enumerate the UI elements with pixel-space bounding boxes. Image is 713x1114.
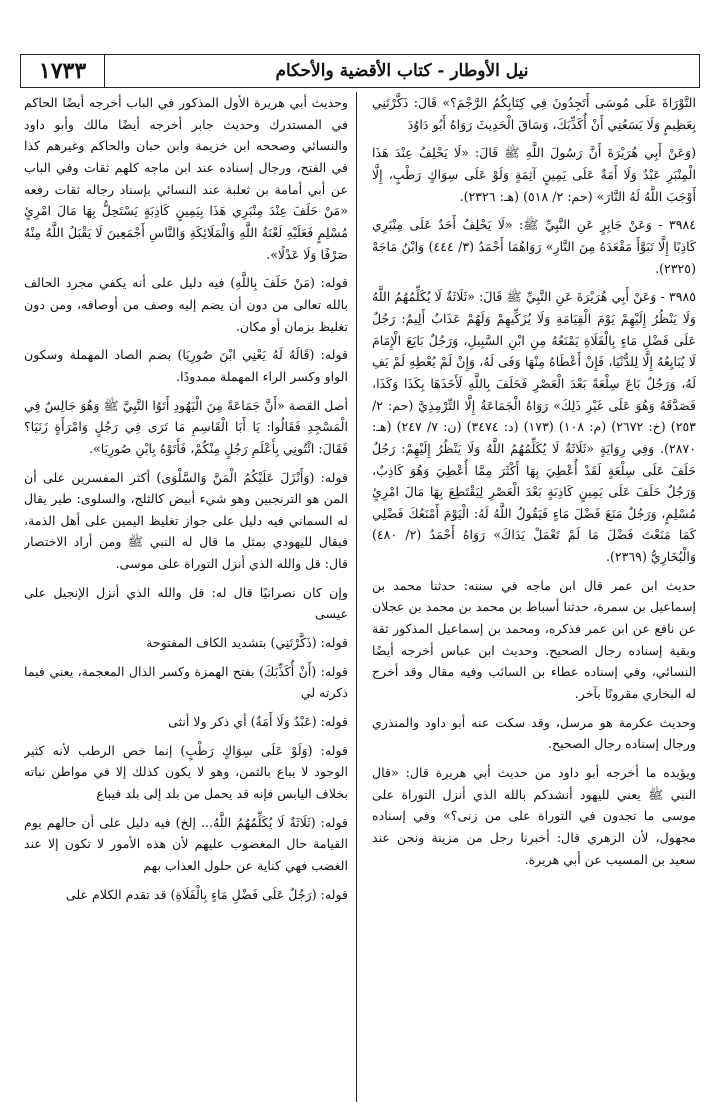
right-column	[372, 92, 696, 1102]
paragraph: قوله: (قَالَهُ لَهُ يَعْنِي ابْنَ صُورِيَا) بضم الصاد المهملة وسكون الواو وكسر الراء المهملة ممدودًا.	[24, 347, 348, 384]
paragraph: وحديث عكرمة هو مرسل، وقد سكت عنه أبو داود والمنذري ورجال إسناده رجال الصحيح.	[372, 714, 696, 752]
paragraph: قوله: (مَنْ حَلَفَ بِاللَّهِ) فيه دليل على أنه يكفي مجرد الحالف بالله تعالى من دون أن يضم إليه وصف من أوصافه، ومن دون تغليظ بزمان أو مكان.	[24, 275, 348, 334]
paragraph: ٣٩٨٥ - وَعَنْ أَبِي هُرَيْرَةَ عَنِ النَّبِيِّ ﷺ قَالَ: «ثَلَاثَةٌ لَا يُكَلِّمُهُمُ اللَّهُ وَلَا يَنْظُرُ إِلَيْهِمْ يَوْمَ الْقِيَامَةِ وَلَا يُزَكِّيهِمْ وَلَهُمْ عَذَابٌ أَلِيمٌ: رَجُلٌ عَلَى فَضْلِ مَاءٍ بِالْفَلَاةِ يَمْنَعُهُ مِنِ ابْنِ السَّبِيلِ، وَرَجُلٌ بَايَعَ الْإِمَامَ لَا يُبَايِعُهُ إِلَّا لِلدُّنْيَا، فَإِنْ أَعْطَاهُ مِنْهَا وَفَى لَهُ، وَإِنْ لَمْ يُعْطِهِ لَمْ يَفِ لَهُ، وَرَجُلٌ بَاعَ سِلْعَةً بَعْدَ الْعَصْرِ فَحَلَفَ بِاللَّهِ لَأَخَذَهَا بِكَذَا وَكَذَا، فَصَدَّقَهُ وَهُوَ عَلَى غَيْرِ ذَلِكَ» رَوَاهُ الْجَمَاعَةُ إِلَّا التِّرْمِذِيَّ (حم: ٢/ ٢٥٣) (خ: ٢٦٧٢) (م: ١٠٨) (١٧٣) (د: ٣٤٧٤) (ن: ٧/ ٢٤٧) (هـ: ٢٨٧٠). وَفِي رِوَايَةٍ «ثَلَاثَةٌ لَا يُكَلِّمُهُمُ اللَّهُ وَلَا يَنْظُرُ إِلَيْهِمْ: رَجُلٌ حَلَفَ عَلَى سِلْعَةٍ لَقَدْ أُعْطِيَ بِهَا أَكْثَرَ مِمَّا أُعْطِيَ وَهُوَ كَاذِبٌ، وَرَجُلٌ حَلَفَ عَلَى يَمِينٍ كَاذِبَةٍ بَعْدَ الْعَصْرِ لِيَقْتَطِعَ بِهَا مَالَ امْرِئٍ مُسْلِمٍ، وَرَجُلٌ مَنَعَ فَضْلَ مَاءٍ فَيَقُولُ اللَّهُ لَهُ: الْيَوْمَ أَمْنَعُكَ فَضْلِي كَمَا مَنَعْتَ فَضْلَ مَا لَمْ تَعْمَلْ يَدَاكَ» رَوَاهُ أَحْمَدُ (٢/ ٤٨٠) وَالْبُخَارِيُّ (٢٣٦٩).	[372, 289, 696, 565]
paragraph: وإن كان نصرانيًا قال له: قل والله الذي أنزل الإنجيل على عيسى	[24, 584, 348, 622]
paragraph: التَّوْرَاةَ عَلَى مُوسَى أَتَجِدُونَ فِي كِتَابِكُمُ الرَّجْمَ؟» قَالَ: ذَكَّرْتَنِي بِعَظِيمٍ وَلَا يَسَعُنِي أَنْ أُكَذِّبَكَ، وَسَاقَ الْحَدِيثَ رَوَاهُ أَبُو دَاوُدَ	[372, 95, 696, 132]
paragraph: قوله: (أَنْ أُكَذِّبَكَ) بفتح الهمزة وكسر الذال المعجمة، يعني فيما ذكرته لي	[24, 663, 348, 701]
paragraph: قوله: (ثَلَاثَةٌ لَا يُكَلِّمُهُمُ اللَّهُ... إلخ) فيه دليل على أن حالهم يوم القيامة حال المغضوب عليهم لأن هذه الأمور لا تكون إلا عند الغضب فهي كناية عن حلول العذاب بهم	[24, 814, 348, 873]
paragraph: قوله: (عَبْدٌ وَلَا أَمَةٌ) أي ذكر ولا أنثى	[168, 714, 348, 730]
paragraph: ويؤيده ما أخرجه أبو داود من حديث أبي هريرة قال: «قال النبي ﷺ يعني لليهود أنشدكم بالله الذي أنزل التوراة على موسى ما تجدون في التوراة على من زنى؟» وفي إسناده مجهول، لأن الزهري قال: أخبرنا رجل من مزينة ونحن عند سعيد بن المسيب عن أبي هريرة.	[372, 765, 696, 867]
paragraph: ٣٩٨٤ - وَعَنْ جَابِرٍ عَنِ النَّبِيِّ ﷺ: «لَا يَحْلِفُ أَحَدٌ عَلَى مِنْبَرِي كَاذِبًا إِلَّا تَبَوَّأَ مَقْعَدَهُ مِنَ النَّارِ» رَوَاهُمَا أَحْمَدُ (٣/ ٤٤٤) وَابْنُ مَاجَهْ (٢٣٢٥).	[372, 217, 696, 276]
left-column	[24, 92, 348, 1102]
paragraph: أصل القصة «أَنَّ جَمَاعَةً مِنَ الْيَهُودِ أَتَوُا النَّبِيَّ ﷺ وَهُوَ جَالِسٌ فِي الْمَسْجِدِ فَقَالُوا: يَا أَبَا الْقَاسِمِ مَا تَرَى فِي رَجُلٍ وَامْرَأَةٍ زَنَيَا؟ فَقَالَ: ائْتُونِي بِأَعْلَمِ رَجُلٍ مِنْكُمْ، فَأَتَوْهُ بِابْنِ صُورِيَا».	[24, 397, 348, 456]
page-header	[20, 54, 700, 88]
paragraph: (وَعَنْ أَبِي هُرَيْرَةَ أَنَّ رَسُولَ اللَّهِ ﷺ قَالَ: «لَا يَحْلِفُ عِنْدَ هَذَا الْمِنْبَرِ عَبْدٌ وَلَا أَمَةٌ عَلَى يَمِينٍ آثِمَةٍ وَلَوْ عَلَى سِوَاكٍ رَطْبٍ، إِلَّا أَوْجَبَ اللَّهُ لَهُ النَّارَ» (حم: ٢/ ٥١٨) (هـ: ٢٣٢٦).	[372, 145, 696, 204]
running-title: نيل الأوطار - كتاب الأقضية والأحكام	[275, 61, 529, 81]
column-divider	[356, 92, 357, 1102]
page-number: ١٧٣٣	[21, 55, 105, 87]
paragraph: حديث ابن عمر قال ابن ماجه في سننه: حدثنا محمد بن إسماعيل بن سمرة، حدثنا أسباط بن محمد بن محمد بن عجلان عن نافع عن ابن عمر فذكره، ومحمد بن إسماعيل المذكور ثقة وبقية إسناده رجال الصحيح. وحديث ابن عباس أخرجه أيضًا النسائي، وفي إسناده عطاء بن السائب وفيه مقال وقد أخرج له البخاري مقرونًا بآخر.	[372, 577, 696, 702]
paragraph: وحديث أبي هريرة الأول المذكور في الباب أخرجه أيضًا الحاكم في المستدرك وحديث جابر أخرجه أيضًا مالك وأبو داود والنسائي وصححه ابن خزيمة وابن حبان والحاكم وغيرهم كذا في الفتح، ورجال إسناده عند ابن ماجه كلهم ثقات وفي الباب عن أبي أمامة بن ثعلبة عند النسائي بإسناد رجاله ثقات رفعه «مَنْ حَلَفَ عِنْدَ مِنْبَرِي هَذَا بِيَمِينٍ كَاذِبَةٍ يَسْتَحِلُّ بِهَا مَالَ امْرِئٍ مُسْلِمٍ فَعَلَيْهِ لَعْنَةُ اللَّهِ وَالْمَلَائِكَةِ وَالنَّاسِ أَجْمَعِينَ لَا يَقْبَلُ اللَّهُ مِنْهُ صَرْفًا وَلَا عَدْلًا».	[24, 95, 348, 262]
paragraph: قوله: (رَجُلٌ عَلَى فَضْلِ مَاءٍ بِالْفَلَاةِ) قد تقدم الكلام على	[65, 886, 348, 902]
paragraph: قوله: (وَلَوْ عَلَى سِوَاكٍ رَطْبٍ) إنما خص الرطب لأنه كثير الوجود لا يباع بالثمن، وهو لا يكون كذلك إلا في مواطن نباته بخلاف اليابس فإنه قد يحمل من بلد إلى بلد فيباع	[24, 742, 348, 802]
paragraph: قوله: (ذَكَّرْتَنِي) بتشديد الكاف المفتوحة	[146, 635, 348, 651]
paragraph: قوله: (وَأَنْزَلَ عَلَيْكُمُ الْمَنَّ وَالسَّلْوَى) أكثر المفسرين على أن المن هو الترنجبين وهو شيء أبيض كالثلج، والسلوى: طير يقال له السماني فيه دليل على جواز تغليظ اليمين على أهل الذمة، فيقال لليهودي بمثل ما قال له النبي ﷺ ومن أراد الاختصار قال: قل والله الذي أنزل التوراة على موسى.	[24, 469, 348, 572]
